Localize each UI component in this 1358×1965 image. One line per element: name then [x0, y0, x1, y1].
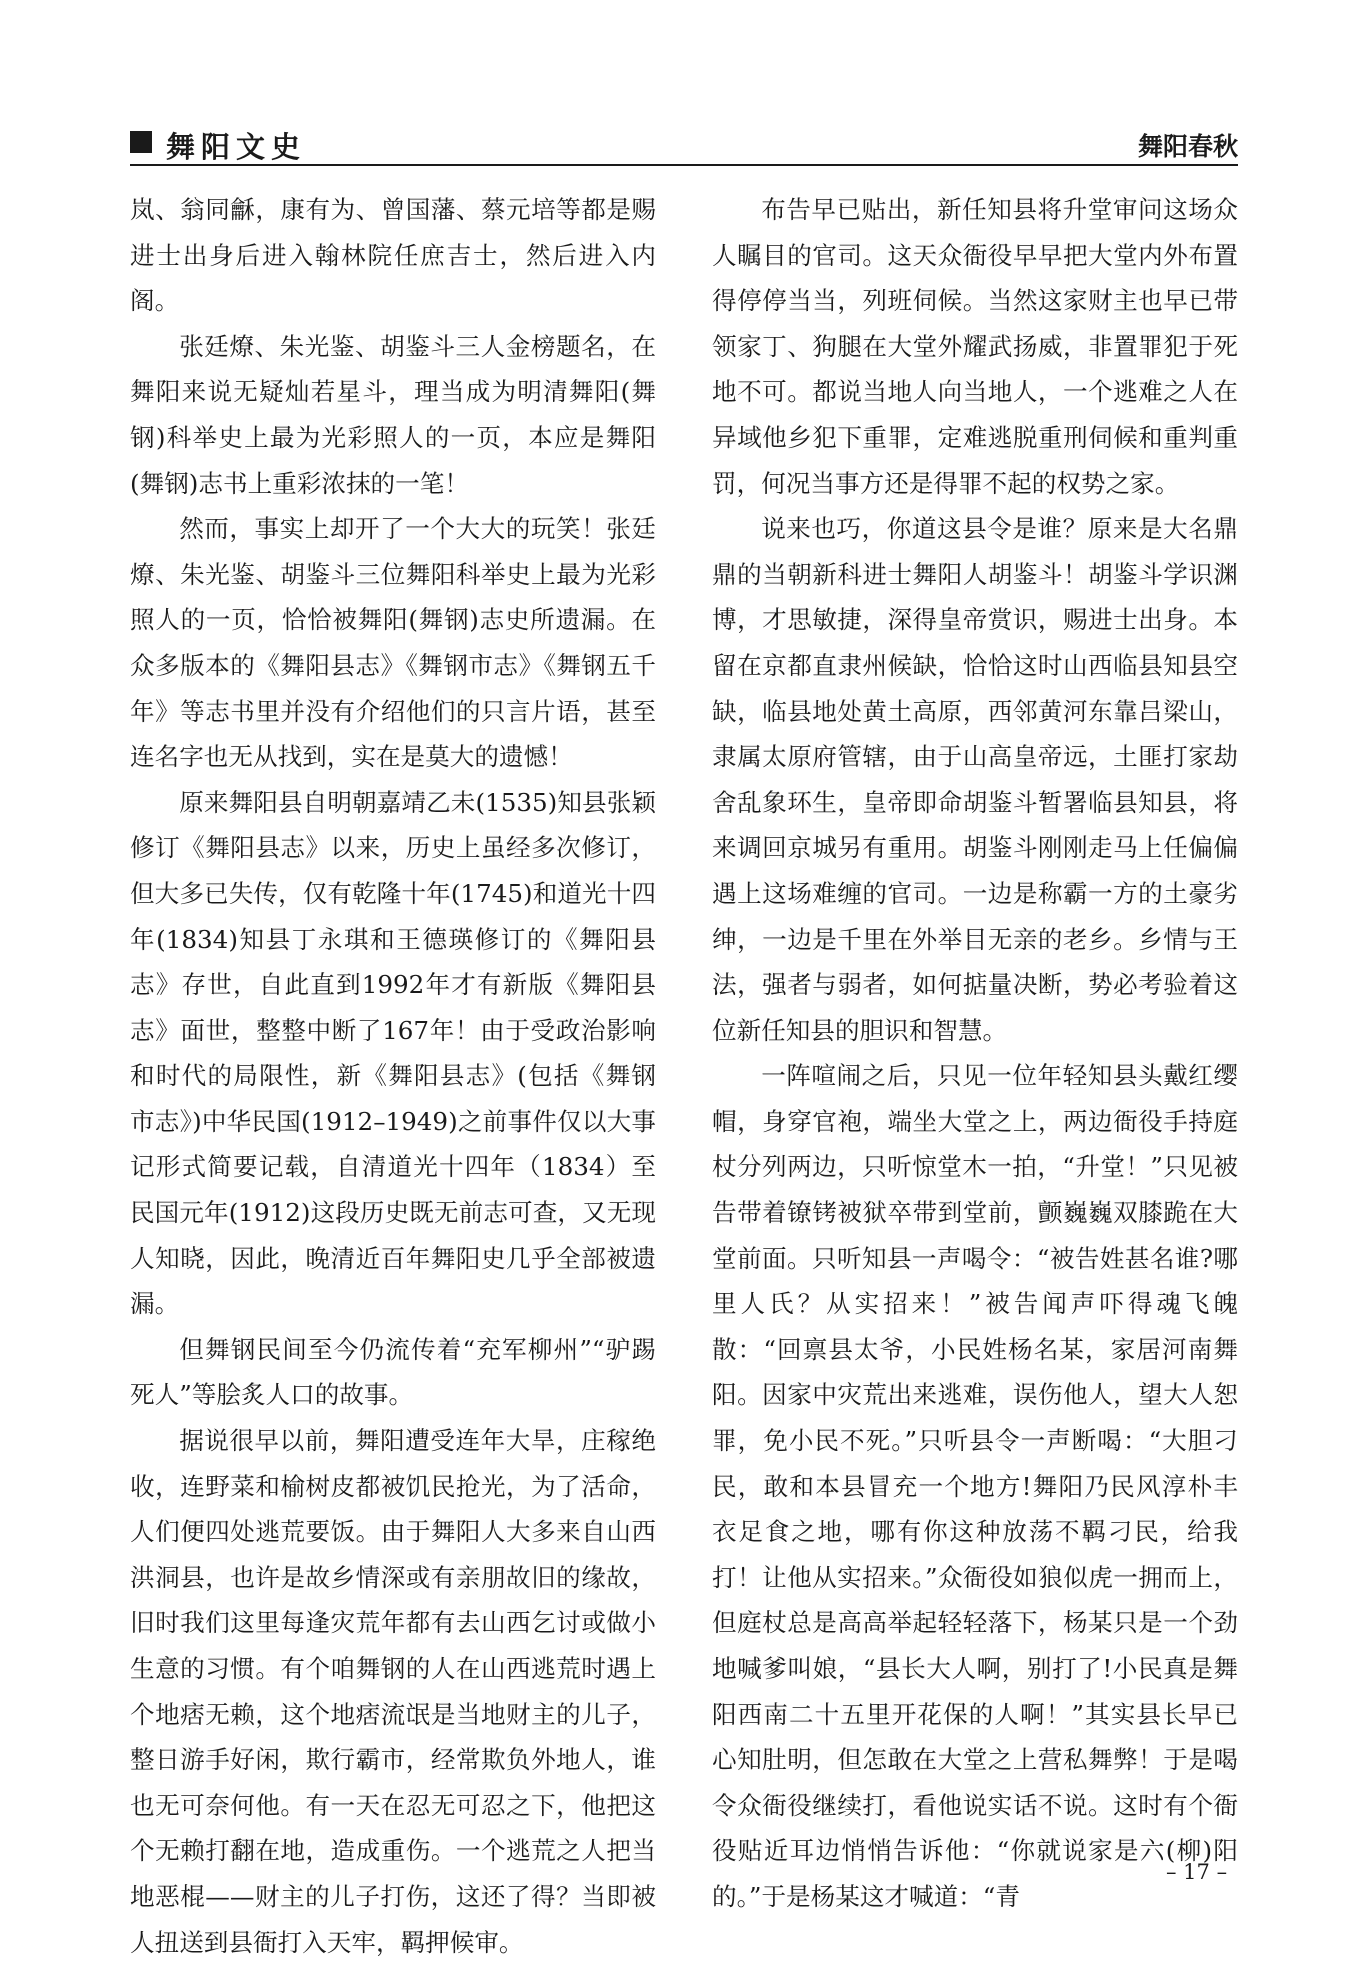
header-rule [130, 164, 1238, 166]
paragraph: 布告早已贴出，新任知县将升堂审问这场众人瞩目的官司。这天众衙役早早把大堂内外布置得停停当当，列班伺候。当然这家财主也早已带领家丁、狗腿在大堂外耀武扬威，非置罪犯于死地不可。都说当地人向当地人，一个逃难之人在异域他乡犯下重罪，定难逃脱重刑伺候和重判重罚，何况当事方还是得罪不起的权势之家。 [712, 195, 1238, 498]
page-header [130, 127, 1238, 164]
paragraph: 据说很早以前，舞阳遭受连年大旱，庄稼绝收，连野菜和榆树皮都被饥民抢光，为了活命，人们便四处逃荒要饭。由于舞阳人大多来自山西洪洞县，也许是故乡情深或有亲朋故旧的缘故，旧时我们这里每逢灾荒年都有去山西乞讨或做小生意的习惯。有个咱舞钢的人在山西逃荒时遇上个地痞无赖，这个地痞流氓是当地财主的儿子，整日游手好闲，欺行霸市，经常欺负外地人，谁也无可奈何他。有一天在忍无可忍之下，他把这个无赖打翻在地，造成重伤。一个逃荒之人把当地恶棍——财主的儿子打伤，这还了得？当即被人扭送到县衙打入天牢，羁押候审。 [130, 1426, 656, 1957]
page-number: – 17 – [1166, 1860, 1228, 1884]
paragraph: 原来舞阳县自明朝嘉靖乙未(1535)知县张颖修订《舞阳县志》以来，历史上虽经多次修订，但大多已失传，仅有乾隆十年(1745)和道光十四年(1834)知县丁永琪和王德瑛修订的《舞阳县志》存世，自此直到1992年才有新版《舞阳县志》面世，整整中断了167年！由于受政治影响和时代的局限性，新《舞阳县志》(包括《舞钢市志》)中华民国(1912–1949)之前事件仅以大事记形式简要记载，自清道光十四年（1834）至民国元年(1912)这段历史既无前志可查，又无现人知晓，因此，晚清近百年舞阳史几乎全部被遗漏。 [130, 787, 656, 1319]
left-column [130, 187, 656, 1965]
paragraph: 然而，事实上却开了一个大大的玩笑！张廷燎、朱光鉴、胡鉴斗三位舞阳科举史上最为光彩照人的一页，恰恰被舞阳(舞钢)志史所遗漏。在众多版本的《舞阳县志》《舞钢市志》《舞钢五千年》等志书里并没有介绍他们的只言片语，甚至连名字也无从找到，实在是莫大的遗憾！ [130, 514, 656, 772]
header-square-mark [130, 131, 152, 153]
right-column [712, 187, 1238, 1920]
column-title: 舞阳春秋 [1137, 132, 1238, 161]
paragraph: 一阵喧闹之后，只见一位年轻知县头戴红缨帽，身穿官袍，端坐大堂之上，两边衙役手持庭杖分列两边，只听惊堂木一拍，“升堂！”只见被告带着镣铐被狱卒带到堂前，颤巍巍双膝跪在大堂前面。只听知县一声喝令：“被告姓甚名谁?哪里人氏？从实招来！”被告闻声吓得魂飞魄散：“回禀县太爷，小民姓杨名某，家居河南舞阳。因家中灾荒出来逃难，误伤他人，望大人恕罪，免小民不死。”只听县令一声断喝：“大胆刁民，敢和本县冒充一个地方!舞阳乃民风淳朴丰衣足食之地，哪有你这种放荡不羁刁民，给我打！让他从实招来。”众衙役如狼似虎一拥而上，但庭杖总是高高举起轻轻落下，杨某只是一个劲地喊爹叫娘，“县长大人啊，别打了!小民真是舞阳西南二十五里开花保的人啊！”其实县长早已心知肚明，但怎敢在大堂之上营私舞弊！于是喝令众衙役继续打，看他说实话不说。这时有个衙役贴近耳边悄悄告诉他：“你就说家是六(柳)阳的。”于是杨某这才喊道：“青 [712, 1061, 1238, 1911]
journal-title: 舞阳文史 [166, 130, 307, 164]
paragraph: 岚、翁同龢，康有为、曾国藩、蔡元培等都是赐进士出身后进入翰林院任庶吉士，然后进入内阁。 [130, 195, 656, 316]
paragraph: 张廷燎、朱光鉴、胡鉴斗三人金榜题名，在舞阳来说无疑灿若星斗，理当成为明清舞阳(舞钢)科举史上最为光彩照人的一页，本应是舞阳(舞钢)志书上重彩浓抹的一笔！ [130, 331, 656, 498]
paragraph: 但舞钢民间至今仍流传着“充军柳州”“驴踢死人”等脍炙人口的故事。 [130, 1334, 656, 1410]
paragraph: 说来也巧，你道这县令是谁？原来是大名鼎鼎的当朝新科进士舞阳人胡鉴斗！胡鉴斗学识渊博，才思敏捷，深得皇帝赏识，赐进士出身。本留在京都直隶州候缺，恰恰这时山西临县知县空缺，临县地处黄土高原，西邻黄河东靠吕梁山，隶属太原府管辖，由于山高皇帝远，土匪打家劫舍乱象环生，皇帝即命胡鉴斗暂署临县知县，将来调回京城另有重用。胡鉴斗刚刚走马上任偏偏遇上这场难缠的官司。一边是称霸一方的土豪劣绅，一边是千里在外举目无亲的老乡。乡情与王法，强者与弱者，如何掂量决断，势必考验着这位新任知县的胆识和智慧。 [712, 514, 1238, 1045]
